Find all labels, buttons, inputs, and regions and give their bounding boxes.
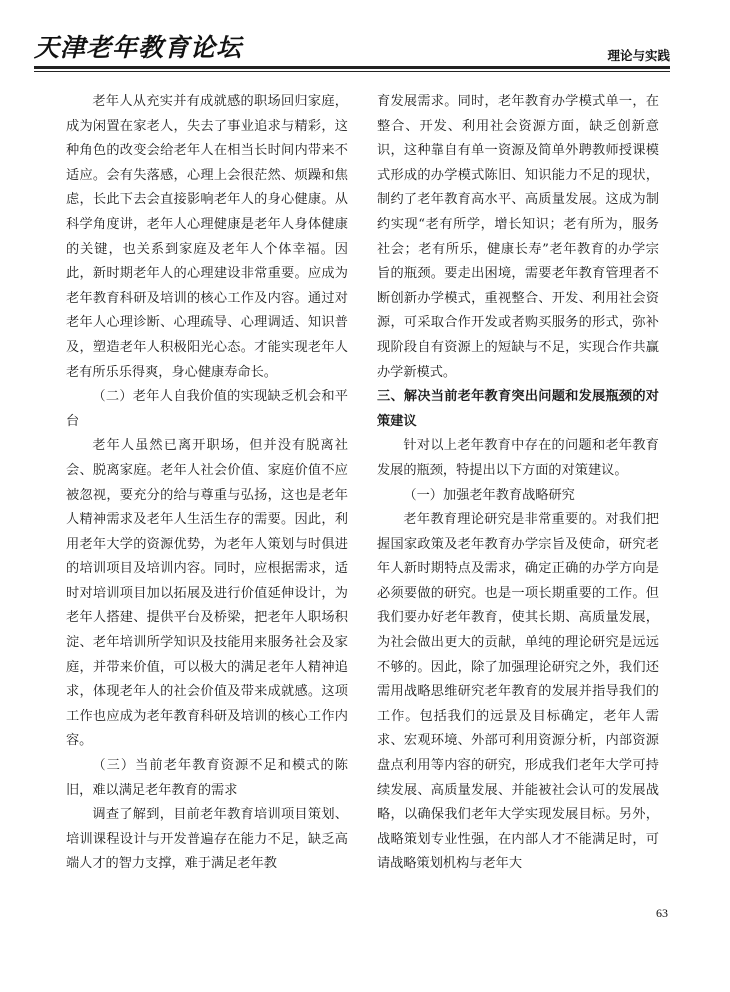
right-column — [377, 90, 659, 877]
paragraph: 育发展需求。同时，老年教育办学模式单一，在整合、开发、利用社会资源方面，缺乏创新意识，这种靠自有单一资源及简单外聘教师授课模式形成的办学模式陈旧、知识能力不足的现状，制约了老年教育高水平、高质量发展。这成为制约实现“老有所学，增长知识；老有所为，服务社会；老有所乐，健康长寿”老年教育的办学宗旨的瓶颈。要走出困境，需要老年教育管理者不断创新办学模式，重视整合、开发、利用社会资源，可采取合作开发或者购买服务的形式，弥补现阶段自有资源上的短缺与不足，实现合作共赢办学新模式。 — [377, 94, 659, 380]
header-rule-thin — [34, 71, 670, 72]
section-heading: 三、解决当前老年教育突出问题和发展瓶颈的对策建议 — [377, 389, 659, 429]
subsection-heading: （一）加强老年教育战略研究 — [403, 487, 575, 503]
subsection-heading: （三）当前老年教育资源不足和模式的陈旧，难以满足老年教育的需求 — [66, 758, 348, 798]
journal-title: 天津老年教育论坛 — [34, 33, 243, 62]
subsection-heading: （二）老年人自我价值的实现缺乏机会和平台 — [66, 389, 348, 429]
paragraph: 调查了解到，目前老年教育培训项目策划、培训课程设计与开发普遍存在能力不足，缺乏高端人才的智力支撑，难于满足老年教 — [66, 807, 348, 872]
paragraph: 针对以上老年教育中存在的问题和老年教育发展的瓶颈，特提出以下方面的对策建议。 — [377, 438, 659, 478]
page-number: 63 — [656, 906, 668, 920]
paragraph: 老年教育理论研究是非常重要的。对我们把握国家政策及老年教育办学宗旨及使命，研究老年人新时期特点及需求，确定正确的办学方向是必须要做的研究。也是一项长期重要的工作。但我们要办好老年教育，使其长期、高质量发展，为社会做出更大的贡献，单纯的理论研究是远远不够的。因此，除了加强理论研究之外，我们还需用战略思维研究老年教育的发展并指导我们的工作。包括我们的远景及目标确定，老年人需求、宏观环境、外部可利用资源分析，内部资源盘点利用等内容的研究，形成我们老年大学可持续发展、高质量发展、并能被社会认可的发展战略，以确保我们老年大学实现发展目标。另外，战略策划专业性强，在内部人才不能满足时，可请战略策划机构与老年大 — [377, 512, 659, 872]
left-column — [66, 90, 348, 877]
header-rule — [34, 66, 670, 69]
section-label: 理论与实践 — [607, 48, 670, 63]
paragraph: 老年人虽然已离开职场，但并没有脱离社会、脱离家庭。老年人社会价值、家庭价值不应被忽视，要充分的给与尊重与弘扬，这也是老年人精神需求及老年人生活生存的需要。因此，利用老年大学的资源优势，为老年人策划与时俱进的培训项目及培训内容。同时，应根据需求，适时对培训项目加以拓展及进行价值延伸设计，为老年人搭建、提供平台及桥梁，把老年人职场积淀、老年培训所学知识及技能用来服务社会及家庭，并带来价值，可以极大的满足老年人精神追求，体现老年人的社会价值及带来成就感。这项工作也应成为老年教育科研及培训的核心工作内容。 — [66, 438, 348, 749]
paragraph: 老年人从充实并有成就感的职场回归家庭，成为闲置在家老人，失去了事业追求与精彩，这种角色的改变会给老年人在相当长时间内带来不适应。会有失落感，心理上会很茫然、烦躁和焦虑，长此下去会直接影响老年人的身心健康。从科学角度讲，老年人心理健康是老年人身体健康的关键，也关系到家庭及老年人个体幸福。因此，新时期老年人的心理建设非常重要。应成为老年教育科研及培训的核心工作及内容。通过对老年人心理诊断、心理疏导、心理调适、知识普及，塑造老年人积极阳光心态。才能实现老年人老有所乐乐得爽，身心健康寿命长。 — [66, 94, 348, 380]
